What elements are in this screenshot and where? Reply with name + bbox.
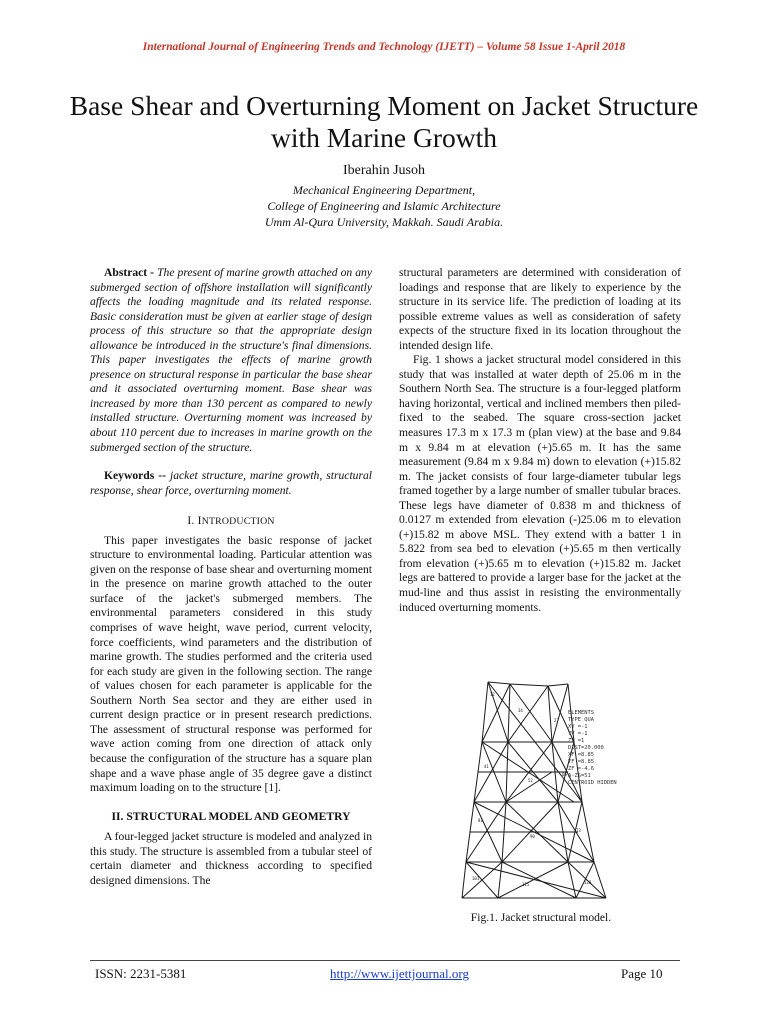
affiliation-line: Mechanical Engineering Department, — [292, 183, 476, 197]
legend-line: CENTROID HIDDEN — [568, 780, 617, 786]
footer-divider — [90, 960, 680, 961]
legend-line: A-ZS=51 — [568, 773, 591, 779]
legend-line: YF =8.85 — [568, 759, 594, 765]
svg-text:52: 52 — [528, 778, 533, 783]
figure-caption: Fig.1. Jacket structural model. — [470, 911, 612, 924]
legend-line: YV =-1 — [568, 731, 588, 737]
svg-text:27: 27 — [554, 718, 559, 723]
right-column — [399, 266, 681, 615]
affiliation-line: College of Engineering and Islamic Architecture — [267, 199, 501, 213]
abstract-text: The present of marine growth attached on any submerged section of offshore installation will significantly affects the loading magnitude and its related response. Basic consideration must be given at earlier stage of design process of this structure so that the appropriate design allowance be introduced in the structure's final dimensions. This paper investigates the effects of marine growth presence on structural response in particular the base shear and it associated overturning moment. Base shear was increased by more than 130 percent as compared to newly installed structure. Overturning moment was increased by about 110 percent due to increases in marine growth on the submerged section of the structure. — [90, 266, 372, 454]
legend-line: XV =-1 — [568, 724, 588, 730]
left-column — [90, 266, 372, 888]
structural-model-paragraph: A four-legged jacket structure is modeled and analyzed in this study. The structure is assembled from a tubular steel of certain diameter and thickness according to specified designed dimensions. The — [90, 830, 372, 887]
svg-text:115: 115 — [522, 882, 530, 887]
section-title-initial: I — [197, 514, 202, 528]
footer-issn: ISSN: 2231-5381 — [95, 966, 187, 981]
footer-page-number: Page 10 — [621, 966, 663, 981]
paper-title: Base Shear and Overturning Moment on Jacket Structure with Marine Growth — [69, 90, 699, 153]
structural-parameters-paragraph: structural parameters are determined with consideration of loadings and response that are likely to experience by the structure in its service life. The prediction of loading at its possible extreme values as well as consideration of safety expects of the structure fixed in its location throughout the intended design life. — [399, 266, 681, 352]
legend-line: XF =8.85 — [568, 752, 594, 758]
svg-text:81: 81 — [478, 818, 483, 823]
introduction-paragraph: This paper investigates the basic response of jacket structure to environmental loading. Particular attention was given on the response of base shear and overturning moment in the presence on marine growth attached to the outer surface of the jacket's submerged members. The environmental parameters considered in this study comprises of wave height, wave period, current velocity, force coefficients, wind parameters and the distribution of marine growth. The studies performed and the criteria used for each study are given in the following section. The range of values chosen for each parameter is applicable for the Southern North Sea sector and they are either used in current design practice or in present research predictions. The assessment of structural response was performed for wave action coming from one direction of attack only because the configuration of the structure has a square plan shape and a wave phase angle of 35 degree gave a distinct maximum loading on to the structure [1]. — [90, 533, 372, 795]
paper-author: Iberahin Jusoh — [342, 163, 426, 178]
section-heading-introduction — [90, 514, 372, 530]
keywords-text: jacket structure, marine growth, structural response, shear force, overturning moment. — [90, 469, 373, 497]
footer-journal-link[interactable]: http://www.ijettjournal.org — [330, 966, 470, 981]
section-heading-structural-model: II. STRUCTURAL MODEL AND GEOMETRY — [111, 809, 351, 823]
abstract-label: Abstract - — [104, 266, 155, 279]
svg-text:128: 128 — [584, 880, 592, 885]
svg-text:41: 41 — [484, 764, 489, 769]
affiliation-line: Umm Al-Qura University, Makkah. Saudi Arabia. — [264, 215, 504, 229]
svg-text:73: 73 — [576, 828, 581, 833]
legend-line: TYPE QUA — [568, 717, 594, 723]
figure-legend — [568, 710, 668, 787]
svg-text:90: 90 — [530, 834, 535, 839]
legend-line: ZF =-4.6 — [568, 766, 594, 772]
svg-text:66: 66 — [562, 772, 567, 777]
journal-header: International Journal of Engineering Trends and Technology (IJETT) – Volume 58 Issue 1-April 2018 — [142, 41, 626, 53]
abstract — [90, 266, 372, 455]
keywords-label: Keywords -- — [104, 469, 166, 483]
author-affiliation — [0, 182, 768, 230]
legend-line: ZV =1 — [568, 738, 585, 744]
jacket-description-paragraph: Fig. 1 shows a jacket structural model considered in this study that was installed at water depth of 25.06 m in the Southern North Sea. The structure is a four-legged platform having horizontal, vertical and inclined members then piled-fixed to the seabed. The square cross-section jacket measures 17.3 m x 17.3 m (plan view) at the base and 9.84 m x 9.84 m at elevation (+)5.65 m. It has the same measurement (9.84 m x 9.84 m) down to elevation (+)15.82 m. The jacket consists of four large-diameter tubular legs framed together by a large number of smaller tubular braces. These legs have diameter of 0.838 m and thickness of 0.0127 m extended from elevation (-)25.06 m to elevation (+)15.82 m above MSL. They extend with a batter 1 in 5.822 from sea bed to elevation (+)5.65 m then vertically from elevation (+)5.65 m to elevation (+)15.82 m. Jacket legs are battered to provide a larger base for the jacket at the mud-line and thus assist in resisting the environmentally induced overturning moments. — [399, 353, 681, 614]
section-number: I. — [187, 514, 195, 528]
section-title-rest: NTRODUCTION — [201, 516, 275, 528]
svg-text:12: 12 — [490, 692, 495, 697]
legend-line: DIST=20.000 — [568, 745, 604, 751]
keywords — [90, 469, 372, 498]
svg-text:34: 34 — [518, 708, 523, 713]
legend-line: ELEMENTS — [568, 710, 594, 716]
svg-text:101: 101 — [472, 876, 480, 881]
